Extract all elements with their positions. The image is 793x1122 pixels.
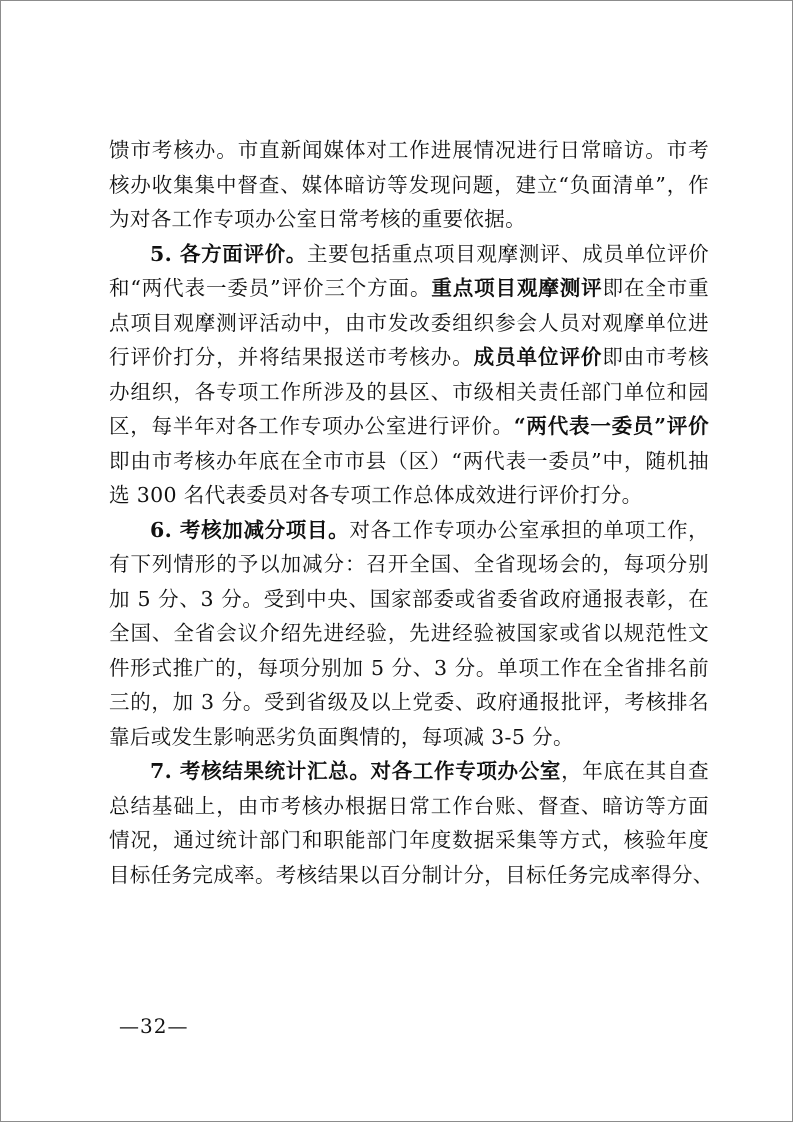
paragraph-p1: [109, 133, 709, 237]
text-segment: 为对各工作专项办公室日常考核的重要依据。: [109, 207, 526, 231]
text-line: [109, 340, 709, 375]
bold-text-segment: 6. 考核加减分项目。: [150, 517, 350, 542]
text-segment: 即由市考核办年底在全市市县（区）“两代表一委员”中，随机抽: [109, 448, 709, 473]
text-line: [109, 823, 709, 858]
text-segment: 点项目观摩测评活动中，由市发改委组织参会人员对观摩单位进: [109, 310, 709, 335]
text-segment: 全国、全省会议介绍先进经验，先进经验被国家或省以规范性文: [109, 621, 709, 645]
text-segment: 和“两代表一委员”评价三个方面。: [109, 276, 432, 300]
paragraph-p5: [109, 237, 709, 513]
text-line: [109, 375, 709, 410]
text-line: [109, 685, 709, 720]
text-line: [109, 168, 709, 203]
page-number: —32—: [119, 1014, 189, 1038]
text-line: [109, 409, 709, 444]
text-line: [109, 858, 714, 893]
text-line: [109, 789, 709, 824]
text-line: [109, 237, 709, 272]
text-segment: 行评价打分，并将结果报送市考核办。: [109, 345, 474, 369]
text-line: [109, 651, 709, 686]
text-segment: 对各工作专项办公室承担的单项工作，: [349, 517, 709, 542]
bold-text-segment: 7. 考核结果统计汇总。对各工作专项办公室: [150, 759, 562, 783]
text-segment: 三的，加 3 分。受到省级及以上党委、政府通报批评，考核排名: [109, 690, 709, 714]
paragraph-p6: [109, 513, 709, 755]
text-segment: 件形式推广的，每项分别加 5 分、3 分。单项工作在全省排名前: [109, 655, 709, 680]
text-line: [109, 547, 709, 582]
bold-text-segment: 成员单位评价: [473, 345, 603, 369]
text-segment: 有下列情形的予以加减分：召开全国、全省现场会的，每项分别: [109, 552, 709, 576]
text-segment: ，年底在其自查: [561, 759, 710, 783]
text-segment: 办组织，各专项工作所涉及的县区、市级相关责任部门单位和园: [109, 379, 709, 404]
text-segment: 选 300 名代表委员对各专项工作总体成效进行评价打分。: [109, 483, 643, 507]
text-line: [109, 754, 709, 789]
text-line: [109, 444, 709, 479]
text-segment: 主要包括重点项目观摩测评、成员单位评价: [306, 241, 710, 266]
text-line: [109, 720, 709, 755]
paragraph-p7: [109, 754, 714, 892]
text-line: [109, 133, 709, 168]
document-body: [109, 133, 714, 892]
text-line: [109, 616, 709, 651]
text-segment: 即在全市重: [602, 276, 710, 300]
text-segment: 情况，通过统计部门和职能部门年度数据采集等方式，核验年度: [109, 828, 709, 852]
bold-text-segment: “两代表一委员”评价: [513, 414, 709, 438]
text-line: [109, 271, 709, 306]
text-segment: 目标任务完成率。考核结果以百分制计分，目标任务完成率得分、: [109, 862, 714, 887]
text-segment: 核办收集集中督查、媒体暗访等发现问题，建立“负面清单”，作: [109, 172, 709, 197]
bold-text-segment: 5. 各方面评价。: [150, 241, 307, 266]
text-line: [109, 306, 709, 341]
text-line: [109, 582, 709, 617]
text-segment: 区，每半年对各工作专项办公室进行评价。: [109, 414, 514, 438]
text-segment: 馈市考核办。市直新闻媒体对工作进展情况进行日常暗访。市考: [109, 138, 709, 162]
bold-text-segment: 重点项目观摩测评: [431, 276, 603, 300]
text-segment: 加 5 分、3 分。受到中央、国家部委或省委省政府通报表彰，在: [109, 586, 709, 611]
text-line: [109, 513, 709, 548]
text-line: [109, 202, 709, 237]
text-segment: 靠后或发生影响恶劣负面舆情的，每项减 3-5 分。: [109, 724, 574, 749]
text-segment: 总结基础上，由市考核办根据日常工作台账、督查、暗访等方面: [109, 793, 709, 818]
text-segment: 即由市考核: [602, 345, 710, 369]
text-line: [109, 478, 709, 513]
